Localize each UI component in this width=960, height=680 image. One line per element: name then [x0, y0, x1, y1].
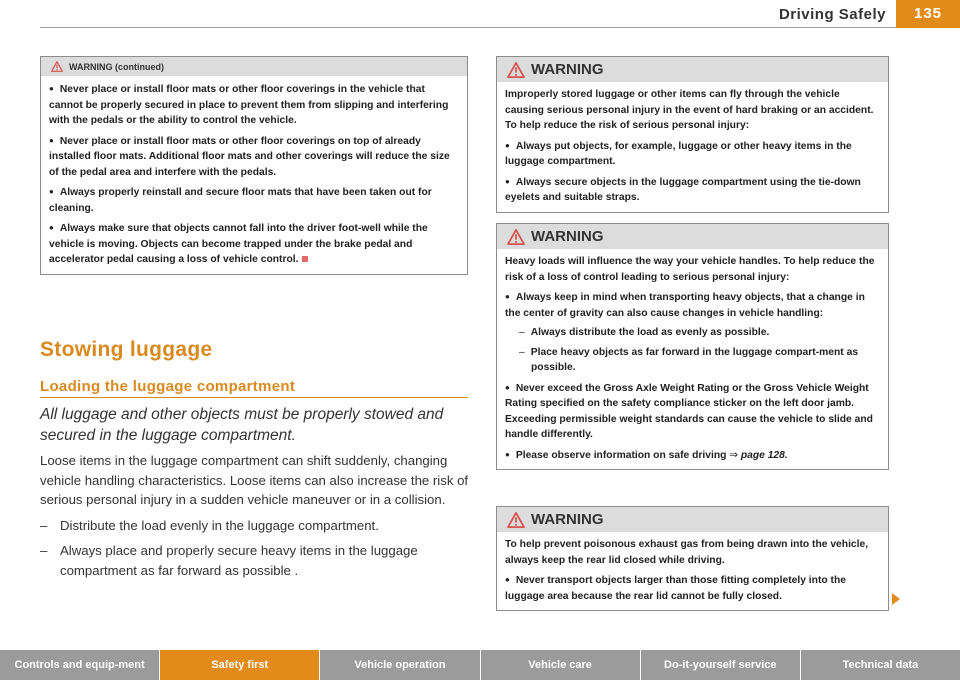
- warning-dash-item: – Place heavy objects as far forward in the luggage compart-ment as possible.: [505, 345, 880, 376]
- warning-triangle-icon: [507, 62, 525, 78]
- nav-tab-vehicle-operation[interactable]: Vehicle operation: [320, 650, 480, 680]
- warning-title: WARNING: [531, 228, 604, 245]
- warning-body: [497, 249, 888, 469]
- warning-title: WARNING: [531, 61, 604, 78]
- warning-body: [497, 532, 888, 610]
- footer-nav: [0, 650, 960, 680]
- warning-header: [497, 57, 888, 82]
- warning-bullet-text: Please observe information on safe driving: [515, 449, 727, 461]
- warning-triangle-icon: [51, 61, 63, 72]
- subheading-rule: [40, 397, 468, 398]
- warning-intro: Improperly stored luggage or other items can fly through the vehicle causing serious personal injury in the event of hard braking or an accident. To help reduce the risk of serious personal injury:: [505, 89, 874, 131]
- warning-continued-header: [41, 57, 467, 76]
- warning-bullet: [505, 447, 880, 464]
- warning-bullet: ● Always secure objects in the luggage compartment using the tie-down eyelets and suitable straps.: [505, 174, 880, 206]
- warning-luggage-box: [496, 56, 889, 213]
- warning-bullet: ● Always properly reinstall and secure floor mats that have been taken out for cleaning.: [49, 184, 459, 216]
- page-title: Driving Safely: [778, 6, 886, 23]
- header-rule: [40, 27, 920, 28]
- warning-title: WARNING: [531, 511, 604, 528]
- warning-dash-item: – Always distribute the load as evenly as possible.: [505, 325, 880, 341]
- warning-triangle-icon: [507, 512, 525, 528]
- cross-reference-arrow-icon: ⇒: [729, 449, 738, 461]
- page-number: 135: [896, 0, 960, 28]
- page-reference-link[interactable]: page 128.: [740, 449, 788, 461]
- nav-tab-technical-data[interactable]: Technical data: [801, 650, 960, 680]
- section-subheading: Loading the luggage compartment: [40, 378, 296, 395]
- warning-bullet: ● Always keep in mind when transporting heavy objects, that a change in the center of gravity can also cause changes in vehicle handling:: [505, 289, 880, 321]
- warning-bullet: ● Never place or install floor mats or other floor coverings in the vehicle that cannot be properly secured in place to prevent them from slipping and interfering with the pedals or the ability to control the vehicle.: [49, 81, 459, 129]
- warning-triangle-icon: [507, 229, 525, 245]
- warning-intro: To help prevent poisonous exhaust gas from being drawn into the vehicle, always keep the rear lid closed while driving.: [505, 539, 869, 566]
- warning-continued-title: WARNING (continued): [69, 61, 164, 72]
- warning-bullet: ● Never exceed the Gross Axle Weight Rating or the Gross Vehicle Weight Rating specified on the safety compliance sticker on the left door jamb. Exceeding permissible weight standards can cause the vehicle to slide and handle differently.: [505, 380, 880, 443]
- warning-bullet-text: Always make sure that objects cannot fall into the driver foot-well while the vehicle is moving. Objects can become trapped under the brake pedal and accelerator pedal causing a loss of vehicle control.: [49, 223, 428, 265]
- warning-bullet: ● Never transport objects larger than those fitting completely into the luggage area because the rear lid cannot be fully closed.: [505, 572, 880, 604]
- warning-exhaust-box: [496, 506, 889, 611]
- warning-bullet: ● Never place or install floor mats or other floor coverings on top of already installed floor mats. Additional floor mats and other coverings will reduce the size of the pedal area and interfere with the pedals.: [49, 133, 459, 181]
- warning-header: [497, 224, 888, 249]
- continued-arrow-icon: [892, 593, 900, 605]
- page-header: [0, 0, 960, 40]
- nav-tab-controls[interactable]: Controls and equip-ment: [0, 650, 160, 680]
- warning-body: [497, 82, 888, 212]
- instruction-step: – Distribute the load evenly in the luggage compartment.: [40, 516, 470, 536]
- nav-tab-diy-service[interactable]: Do-it-yourself service: [641, 650, 801, 680]
- warning-continued-body: [41, 76, 467, 274]
- section-intro: All luggage and other objects must be properly stowed and secured in the luggage compartment.: [40, 406, 444, 444]
- warning-bullet: ● Always put objects, for example, luggage or other heavy items in the luggage compartment.: [505, 138, 880, 170]
- section-paragraph: Loose items in the luggage compartment can shift suddenly, changing vehicle handling characteristics. Loose items can also increase the risk of serious personal injury in a sudden vehicle maneuver or in a collision.: [40, 453, 469, 507]
- end-of-section-icon: [302, 256, 308, 262]
- nav-tab-safety-first[interactable]: Safety first: [160, 650, 320, 680]
- warning-header: [497, 507, 888, 532]
- warning-continued-box: [40, 56, 468, 275]
- section-heading: Stowing luggage: [40, 338, 213, 361]
- warning-intro: Heavy loads will influence the way your vehicle handles. To help reduce the risk of a loss of control leading to serious personal injury:: [505, 256, 875, 283]
- warning-bullet: [49, 220, 459, 268]
- section-body: [40, 451, 470, 586]
- nav-tab-vehicle-care[interactable]: Vehicle care: [481, 650, 641, 680]
- warning-heavy-loads-box: [496, 223, 889, 470]
- instruction-step: – Always place and properly secure heavy items in the luggage compartment as far forward as possible .: [40, 541, 470, 580]
